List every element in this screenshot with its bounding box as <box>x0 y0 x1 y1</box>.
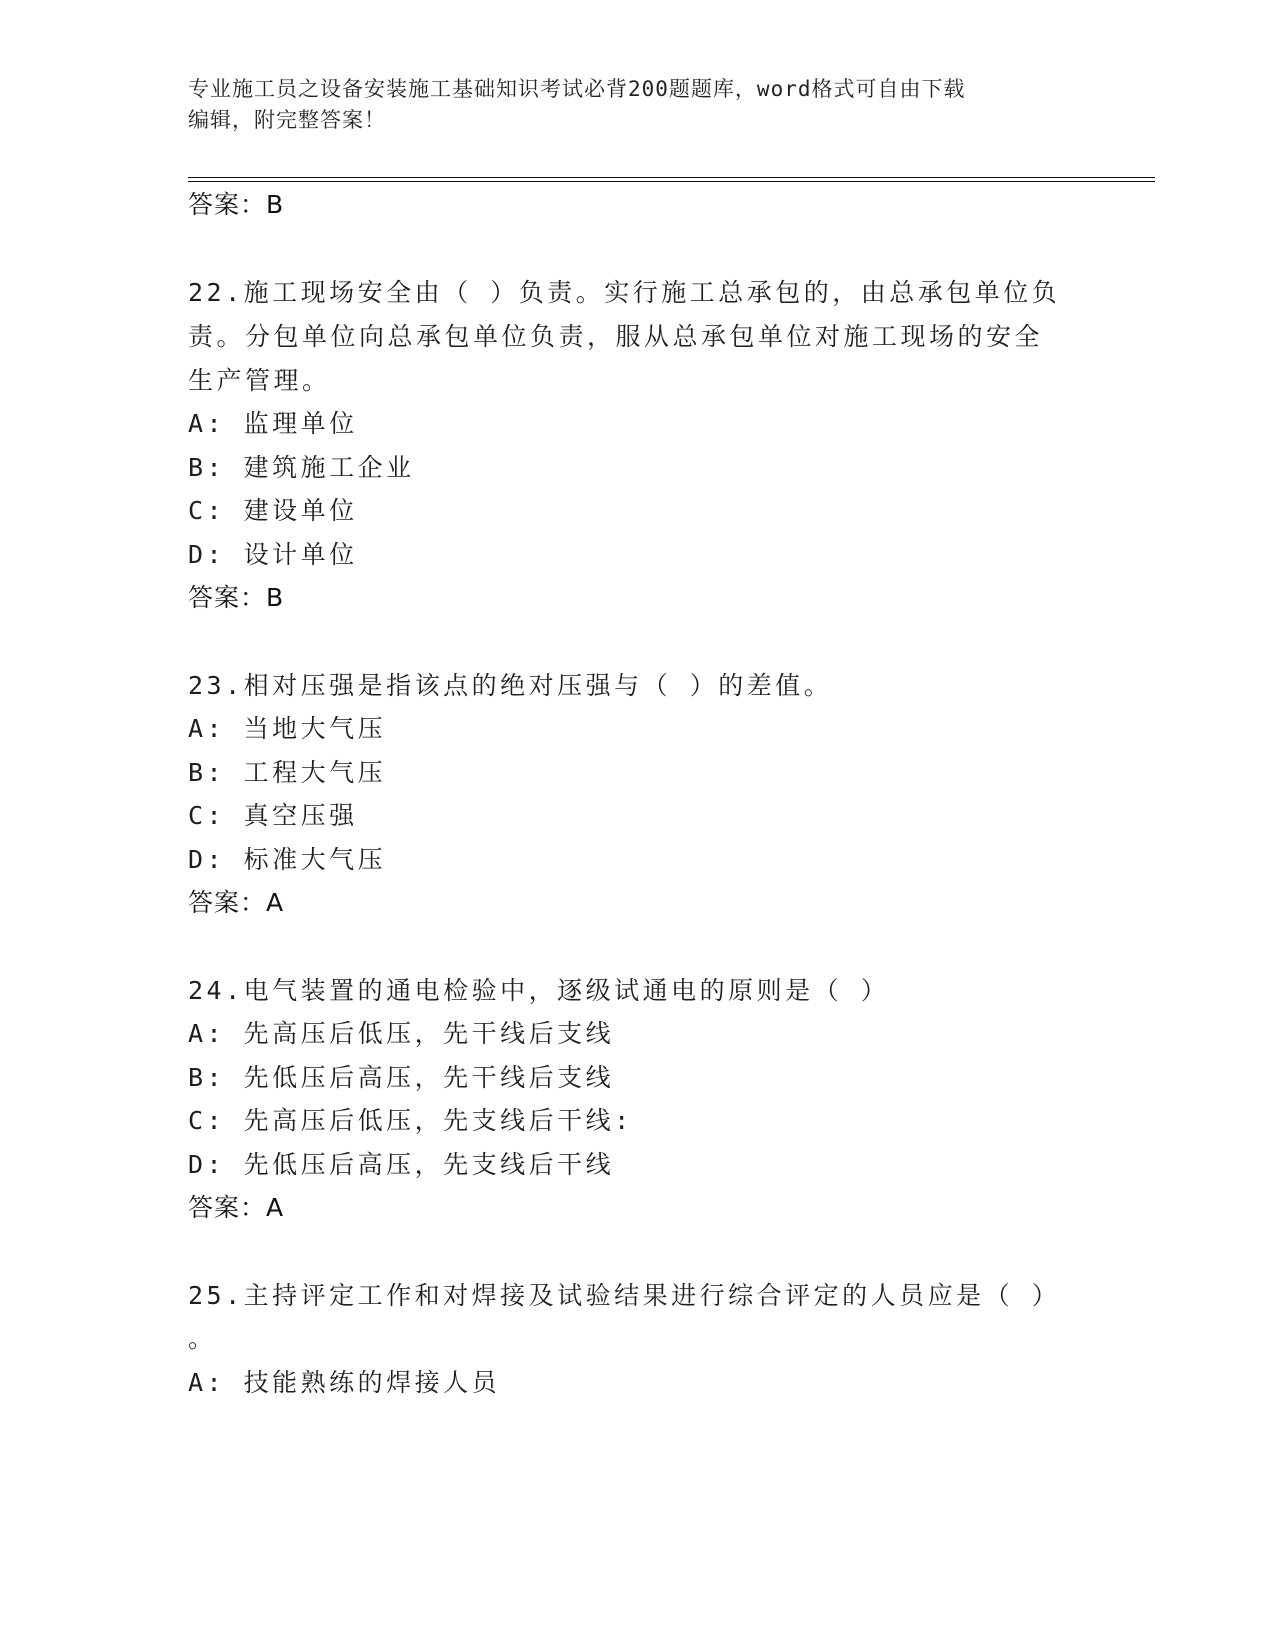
question-stem-line: 22.施工现场安全由（ ）负责。实行施工总承包的，由总承包单位负 <box>188 278 1061 307</box>
question-stem-line: 23.相对压强是指该点的绝对压强与（ ）的差值。 <box>188 671 833 700</box>
option-d: D: 先低压后高压，先支线后干线 <box>188 1150 615 1179</box>
option-c: C: 先高压后低压，先支线后干线: <box>188 1106 633 1135</box>
option-a: A: 技能熟练的焊接人员 <box>188 1368 501 1397</box>
answer-label: 答案：A <box>188 1193 285 1222</box>
header-title-line-1: 专业施工员之设备安装施工基础知识考试必背200题题库，word格式可自由下载 <box>188 77 966 101</box>
question-stem-line: 25.主持评定工作和对焊接及试验结果进行综合评定的人员应是（ ） <box>188 1281 1061 1310</box>
option-b: B: 建筑施工企业 <box>188 453 415 482</box>
option-b: B: 先低压后高压，先干线后支线 <box>188 1063 615 1092</box>
question-stem-line: 24.电气装置的通电检验中，逐级试通电的原则是（ ） <box>188 976 890 1005</box>
option-c: C: 真空压强 <box>188 801 358 830</box>
question-stem-line: 责。分包单位向总承包单位负责，服从总承包单位对施工现场的安全 <box>188 322 1044 351</box>
question-stem-line: 生产管理。 <box>188 366 331 395</box>
header-divider-top <box>188 177 1155 178</box>
answer-label: 答案：B <box>188 190 285 219</box>
option-c: C: 建设单位 <box>188 496 358 525</box>
header-divider-bottom <box>188 181 1155 182</box>
answer-label: 答案：A <box>188 888 285 917</box>
answer-label: 答案：B <box>188 583 285 612</box>
page-header <box>188 74 1088 136</box>
option-a: A: 监理单位 <box>188 409 358 438</box>
option-d: D: 标准大气压 <box>188 845 387 874</box>
header-title-line-2: 编辑，附完整答案！ <box>188 108 386 132</box>
option-d: D: 设计单位 <box>188 540 358 569</box>
option-a: A: 先高压后低压，先干线后支线 <box>188 1019 615 1048</box>
option-a: A: 当地大气压 <box>188 714 387 743</box>
question-stem-line: 。 <box>188 1324 217 1353</box>
option-b: B: 工程大气压 <box>188 758 387 787</box>
